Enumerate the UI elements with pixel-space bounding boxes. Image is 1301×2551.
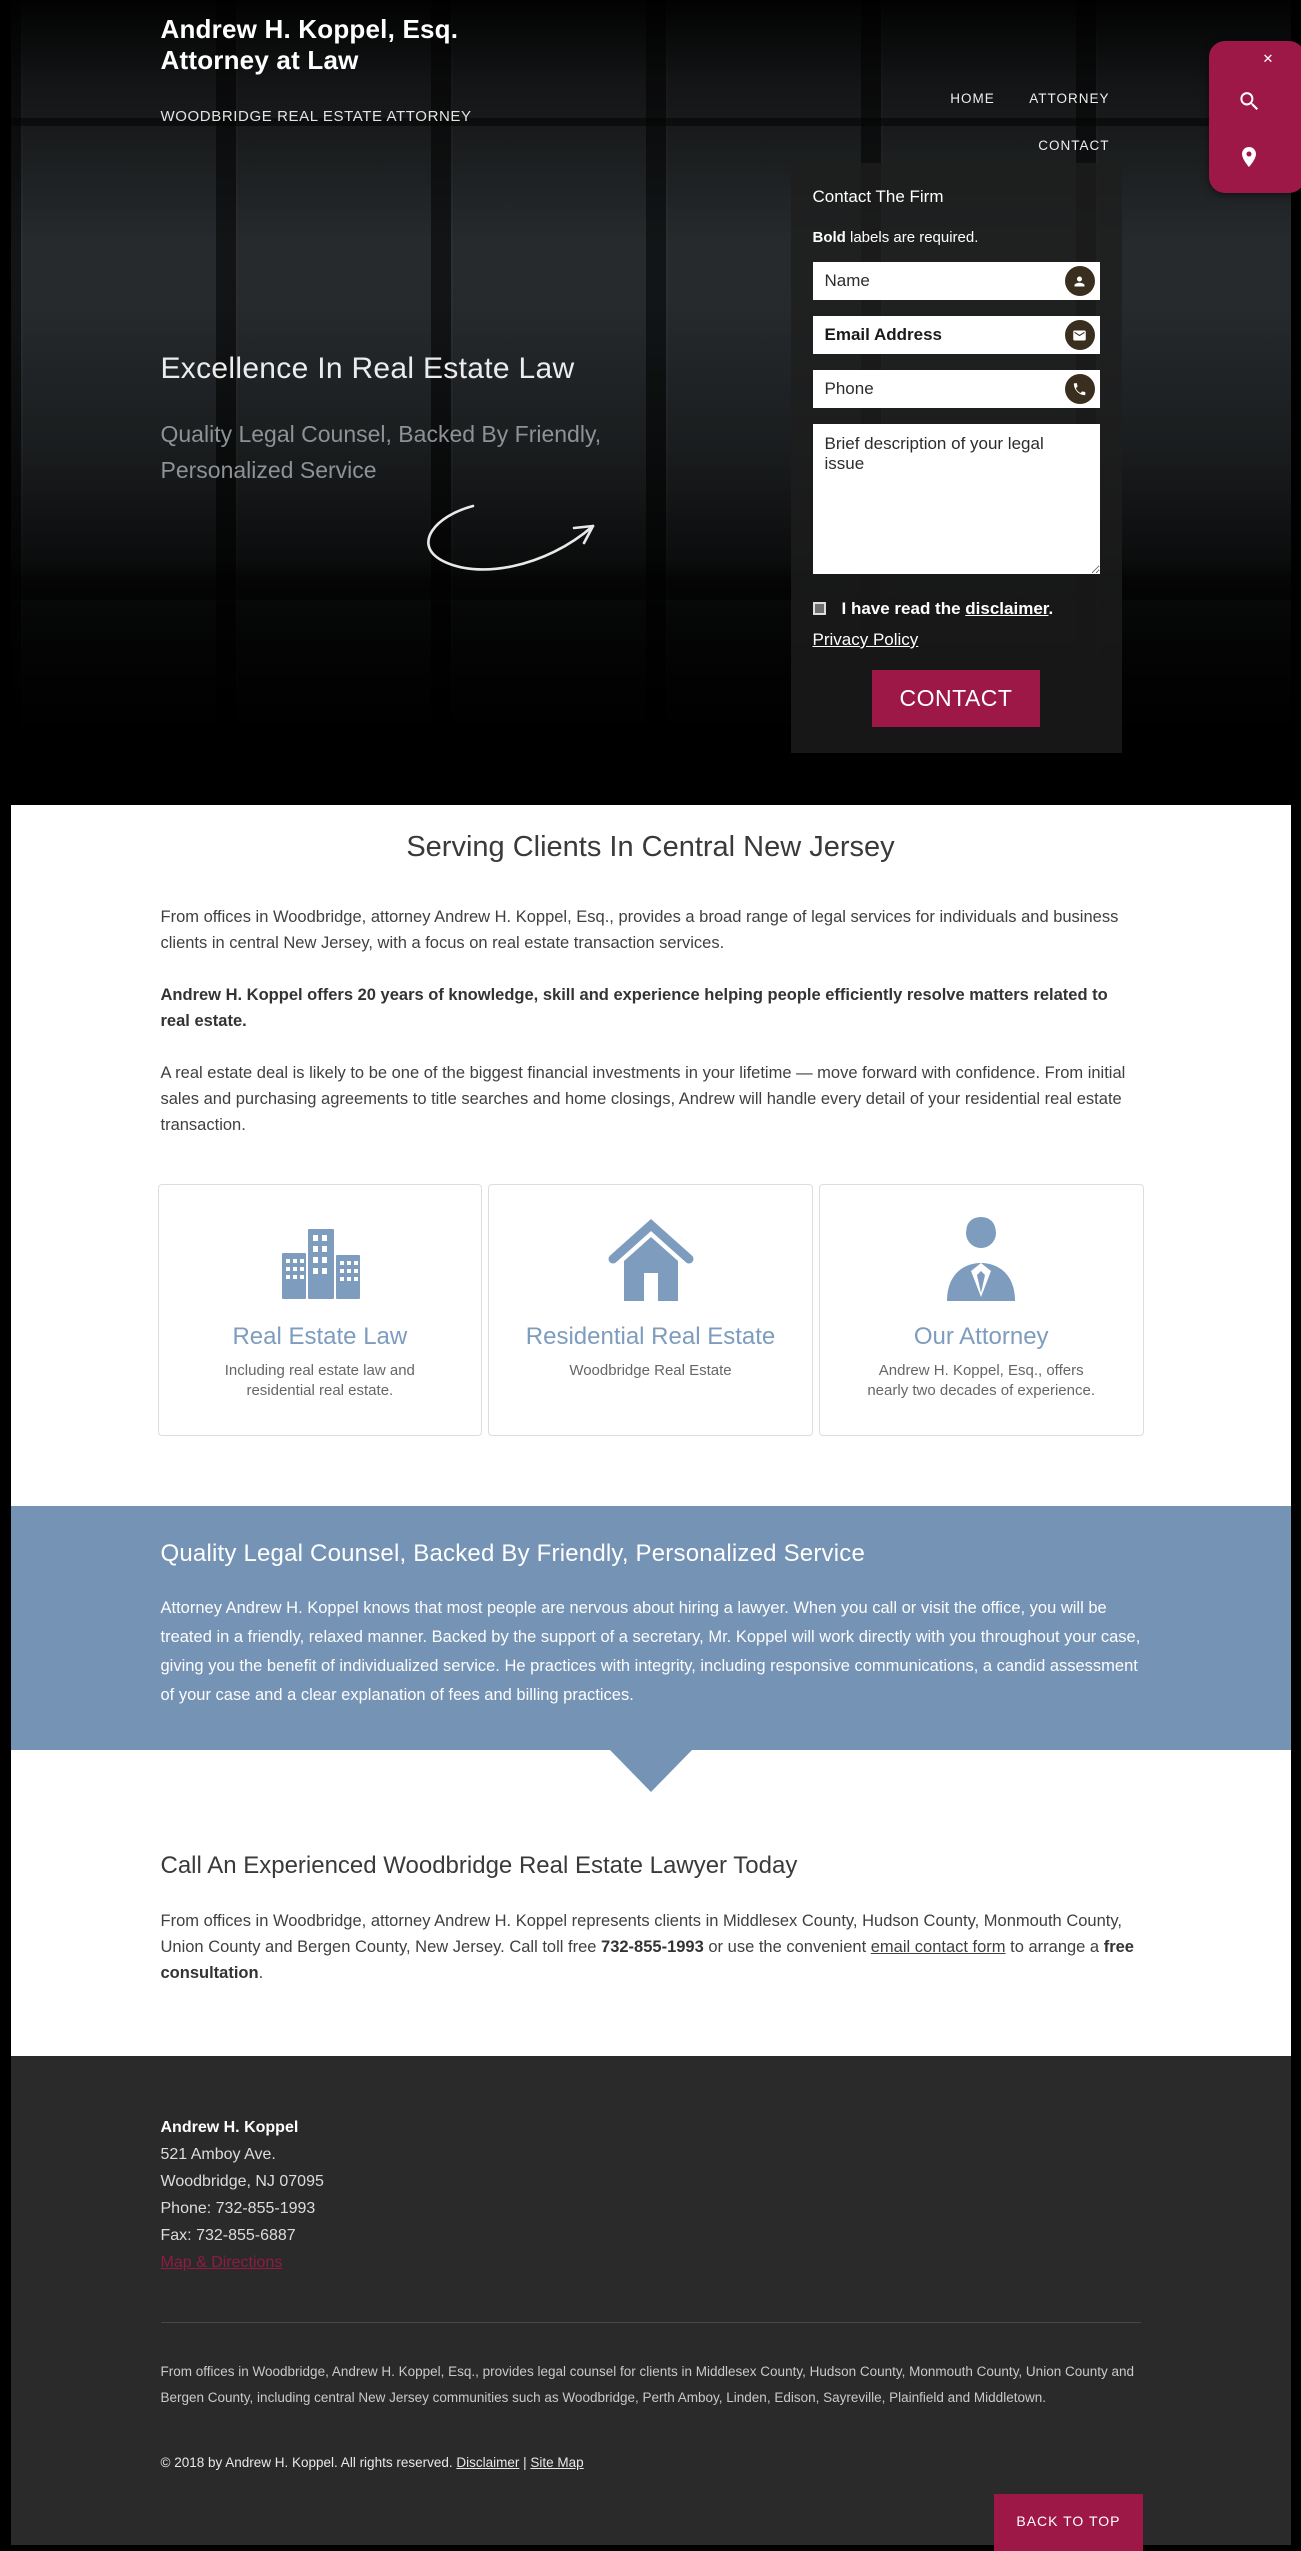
nav-home[interactable]: HOME [950,91,995,106]
quality-body: Attorney Andrew H. Koppel knows that most people are nervous about hiring a lawyer. When you call or visit the office, you will be treated in a friendly, relaxed manner. Backed by the support of a secretary, Mr. Koppel will work directly with you throughout your case, giving you the benefit of individualized service. He practices with integrity, including responsive communications, a candid assessment of your case and a clear explanation of fees and billing practices. [161,1594,1141,1710]
footer-address-block [161,2114,1141,2276]
nav-attorney[interactable]: ATTORNEY [1029,91,1109,106]
intro-paragraph-1: From offices in Woodbridge, attorney Andrew H. Koppel, Esq., provides a broad range of legal services for individuals and business clients in central New Jersey, with a focus on real estate transaction services. [161,904,1141,956]
footer-fax: Fax: 732-855-6887 [161,2222,1141,2249]
name-input[interactable] [813,262,1100,300]
footer-city: Woodbridge, NJ 07095 [161,2168,1141,2195]
footer-firm-name: Andrew H. Koppel [161,2114,1141,2141]
search-icon[interactable] [1237,89,1261,113]
required-note-rest: labels are required. [846,229,979,246]
site-title-line2: Attorney at Law [161,45,359,75]
cta-text-mid2: to arrange a [1006,1938,1104,1956]
cta-heading: Call An Experienced Woodbridge Real Estate Lawyer Today [161,1852,1141,1880]
attorney-icon [844,1213,1119,1305]
copyright-text: © 2018 by Andrew H. Koppel. All rights reserved. [161,2455,457,2470]
back-to-top-button[interactable]: BACK TO TOP [994,2494,1142,2551]
agree-text-pre: I have read the [842,599,966,618]
buildings-icon [183,1213,458,1305]
name-field-row [813,262,1100,300]
email-field-row [813,316,1100,354]
hero-headline: Excellence In Real Estate Law [161,352,631,386]
card-text: Including real estate law and residential real estate. [197,1361,442,1401]
copyright-separator: | [519,2455,530,2470]
location-pin-icon[interactable] [1237,145,1261,169]
intro-paragraph-2: Andrew H. Koppel offers 20 years of knowledge, skill and experience helping people efficiently resolve matters related to real estate. [161,982,1141,1034]
card-title: Real Estate Law [183,1323,458,1351]
card-real-estate-law[interactable] [158,1184,483,1436]
footer [11,2056,1291,2545]
cta-free-consultation: free consultation [161,1938,1134,1982]
footer-phone: Phone: 732-855-1993 [161,2195,1141,2222]
site-subtitle: WOODBRIDGE REAL ESTATE ATTORNEY [161,108,472,125]
practice-cards [158,1184,1144,1436]
footer-disclaimer-link[interactable]: Disclaimer [456,2455,519,2470]
required-note [813,229,1100,246]
cta-section [11,1792,1291,2056]
phone-icon [1065,374,1095,404]
hero-section [11,0,1291,805]
hero-tagline: Quality Legal Counsel, Backed By Friendly, Personalized Service [161,416,631,488]
message-textarea[interactable] [813,424,1100,574]
required-note-bold: Bold [813,229,846,246]
envelope-icon [1065,320,1095,350]
contact-form-panel [791,163,1122,753]
hero-copy [161,352,631,488]
disclaimer-checkbox[interactable] [813,602,826,615]
contact-form-title: Contact The Firm [813,187,1100,207]
side-tools-widget [1209,41,1301,193]
card-text: Andrew H. Koppel, Esq., offers nearly two decades of experience. [859,1361,1104,1401]
card-residential-real-estate[interactable] [488,1184,813,1436]
close-icon[interactable]: ✕ [1263,51,1274,67]
email-input[interactable] [813,316,1100,354]
intro-section [11,805,1291,1138]
disclaimer-link[interactable]: disclaimer [965,599,1048,618]
map-directions-link[interactable]: Map & Directions [161,2254,283,2271]
footer-street: 521 Amboy Ave. [161,2141,1141,2168]
nav-contact[interactable]: CONTACT [1038,138,1109,153]
card-title: Our Attorney [844,1323,1119,1351]
card-text: Woodbridge Real Estate [528,1361,773,1381]
page [11,0,1291,2501]
footer-divider [161,2322,1141,2323]
intro-heading: Serving Clients In Central New Jersey [11,831,1291,864]
contact-submit-button[interactable]: CONTACT [872,670,1041,727]
person-icon [1065,266,1095,296]
phone-field-row [813,370,1100,408]
footer-sitemap-link[interactable]: Site Map [530,2455,583,2470]
house-icon [513,1213,788,1305]
site-brand [161,14,472,125]
cta-phone-number: 732-855-1993 [601,1938,704,1956]
curved-arrow-graphic [411,498,611,590]
cta-text-post: . [259,1964,264,1982]
quality-section [11,1506,1291,1750]
site-title [161,14,472,76]
footer-legal-text: From offices in Woodbridge, Andrew H. Koppel, Esq., provides legal counsel for clients in Middlesex County, Hudson County, Monmouth County, Union County and Bergen County, including central New Jersey communities such as Woodbridge, Perth Amboy, Linden, Edison, Sayreville, Plainfield and Middletown. [161,2359,1141,2411]
site-title-line1: Andrew H. Koppel, Esq. [161,14,459,44]
card-our-attorney[interactable] [819,1184,1144,1436]
cta-text-mid: or use the convenient [704,1938,871,1956]
agree-text-post: . [1048,599,1053,618]
cta-paragraph [161,1908,1141,1986]
phone-input[interactable] [813,370,1100,408]
cta-text-pre: From offices in Woodbridge, attorney Andrew H. Koppel represents clients in Middlesex County, Hudson County, Monmouth County, Union County and Bergen County, New Jersey. Call toll free [161,1912,1122,1956]
intro-paragraph-3: A real estate deal is likely to be one of the biggest financial investments in your lifetime — move forward with confidence. From initial sales and purchasing agreements to title searches and home closings, Andrew will handle every detail of your residential real estate transaction. [161,1060,1141,1138]
main-nav [920,90,1109,155]
privacy-policy-link[interactable]: Privacy Policy [813,630,919,649]
quality-heading: Quality Legal Counsel, Backed By Friendly, Personalized Service [161,1540,1141,1568]
email-contact-form-link[interactable]: email contact form [871,1938,1006,1956]
footer-copyright [161,2455,1141,2470]
message-field-row [813,424,1100,579]
section-pointer-triangle [610,1750,692,1792]
disclaimer-agree-row [813,597,1100,652]
card-title: Residential Real Estate [513,1323,788,1351]
